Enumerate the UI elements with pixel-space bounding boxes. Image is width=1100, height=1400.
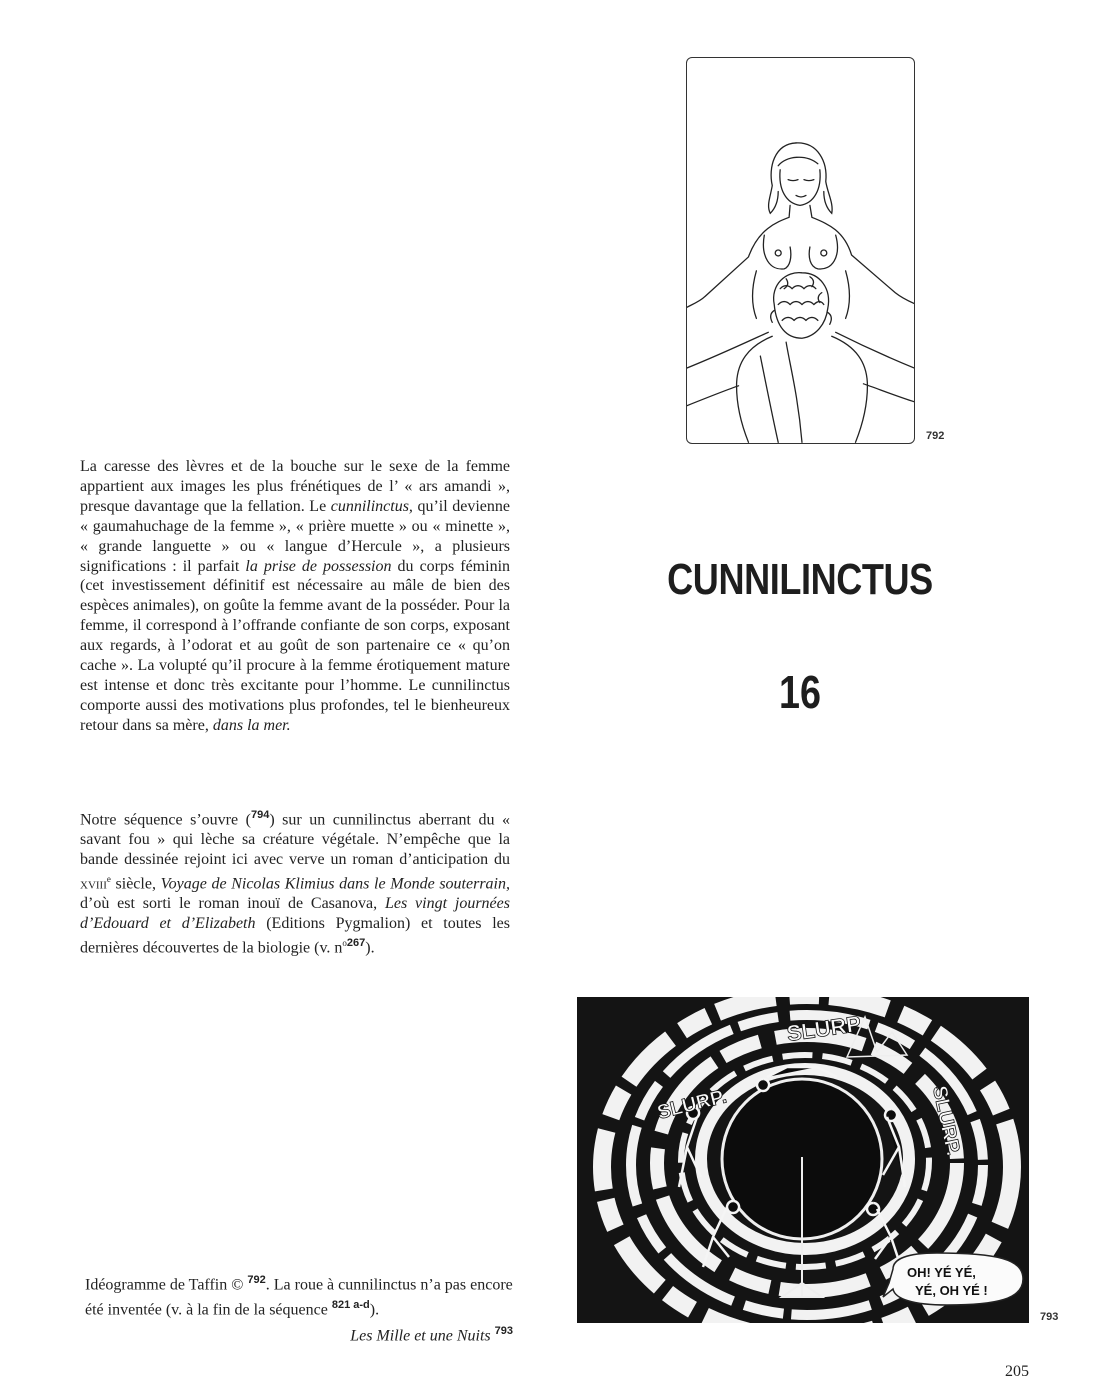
illustration-793 bbox=[577, 997, 1029, 1323]
chapter-title: CUNNILINCTUS bbox=[667, 555, 933, 604]
numero-superscript: o bbox=[342, 938, 347, 949]
speech-line-2: YÉ, OH YÉ ! bbox=[915, 1283, 988, 1298]
text-run: qu’il devienne « gaumahuchage de la femme », « prière muette » ou « minette », « grande languette » ou « langue d’Hercule », a plusieurs significations : il parfait bbox=[80, 497, 510, 575]
comic-panel-wheel bbox=[577, 997, 1029, 1323]
text-run: ). bbox=[365, 939, 375, 957]
body-paragraph-1 bbox=[80, 457, 510, 736]
italic-title: Voyage de Nicolas Klimius dans le Monde souterrain, bbox=[160, 875, 511, 893]
caption-text: Idéogramme de Taffin © bbox=[85, 1276, 248, 1294]
reference-821: 821 a-d bbox=[331, 1299, 370, 1312]
page-number: 205 bbox=[1005, 1363, 1029, 1380]
text-run: La caresse des lèvres et de la bouche sur le sexe de la femme appartient aux images les plus frénétiques de l’ « ars amandi », presque davantage que la fellation. Le bbox=[80, 458, 510, 515]
italic-term: cunnilinctus, bbox=[330, 497, 413, 515]
italic-term: dans la mer. bbox=[212, 716, 291, 734]
speech-line-1: OH! YÉ YÉ, bbox=[907, 1265, 976, 1280]
century-superscript: e bbox=[106, 874, 111, 885]
text-run: Notre séquence s’ouvre ( bbox=[80, 811, 251, 829]
reference-267: 267 bbox=[346, 937, 366, 950]
caption-source-line bbox=[85, 1321, 513, 1346]
figure-caption bbox=[85, 1270, 513, 1346]
plate-number-792: 792 bbox=[926, 430, 945, 442]
reference-794: 794 bbox=[250, 809, 270, 821]
text-run: siècle, bbox=[110, 875, 161, 893]
sfx-slurp-left: SLURP. bbox=[654, 1085, 729, 1124]
text-run: (Editions Pygmalion) et toutes les dernières découvertes de la biologie (v. n bbox=[80, 915, 510, 957]
reference-792: 792 bbox=[247, 1274, 266, 1286]
sfx-slurp-top: SLURP bbox=[785, 1010, 863, 1047]
caption-source: Les Mille et une Nuits bbox=[350, 1326, 491, 1344]
illustration-792 bbox=[686, 57, 915, 444]
chapter-number: 16 bbox=[779, 666, 821, 718]
caption-text: . La roue à cunnilinctus n’a pas encore été inventée (v. à la fin de la séquence bbox=[85, 1276, 513, 1319]
text-run: ) sur un cunnilinctus aberrant du « savant fou » qui lèche sa créature végétale. N’empêche que la bande dessinée rejoint ici avec verve un roman d’anticipation du bbox=[80, 811, 511, 869]
line-drawing-couple bbox=[687, 58, 914, 443]
century-numeral: xviii bbox=[80, 875, 107, 893]
body-paragraph-2 bbox=[80, 806, 510, 958]
caption-text: ). bbox=[369, 1301, 380, 1319]
text-run: du corps féminin (cet investissement définitif est nécessaire au mâle de bien des espèces animales), on goûte la femme avant de la posséder. Pour la femme, il correspond à l’offrande confiante de son corps, exposant aux regards, à l’odorat et au goût de son partenaire ce « qu’on cache ». La volupté qu’il procure à la femme érotiquement mature est intense et donc très excitante pour l’homme. Le cunnilinctus comporte aussi des motivations plus profondes, tel le bienheureux retour dans sa mère, bbox=[80, 557, 511, 734]
text-run: d’où est sorti le roman inouï de Casanova, bbox=[80, 895, 385, 913]
sfx-slurp-right: SLURP. bbox=[927, 1083, 965, 1158]
italic-term: la prise de possession bbox=[245, 557, 392, 575]
italic-title: Les vingt journées d’Edouard et d’Elizabeth bbox=[80, 895, 510, 933]
reference-793: 793 bbox=[494, 1324, 513, 1337]
plate-number-793: 793 bbox=[1040, 1311, 1059, 1323]
